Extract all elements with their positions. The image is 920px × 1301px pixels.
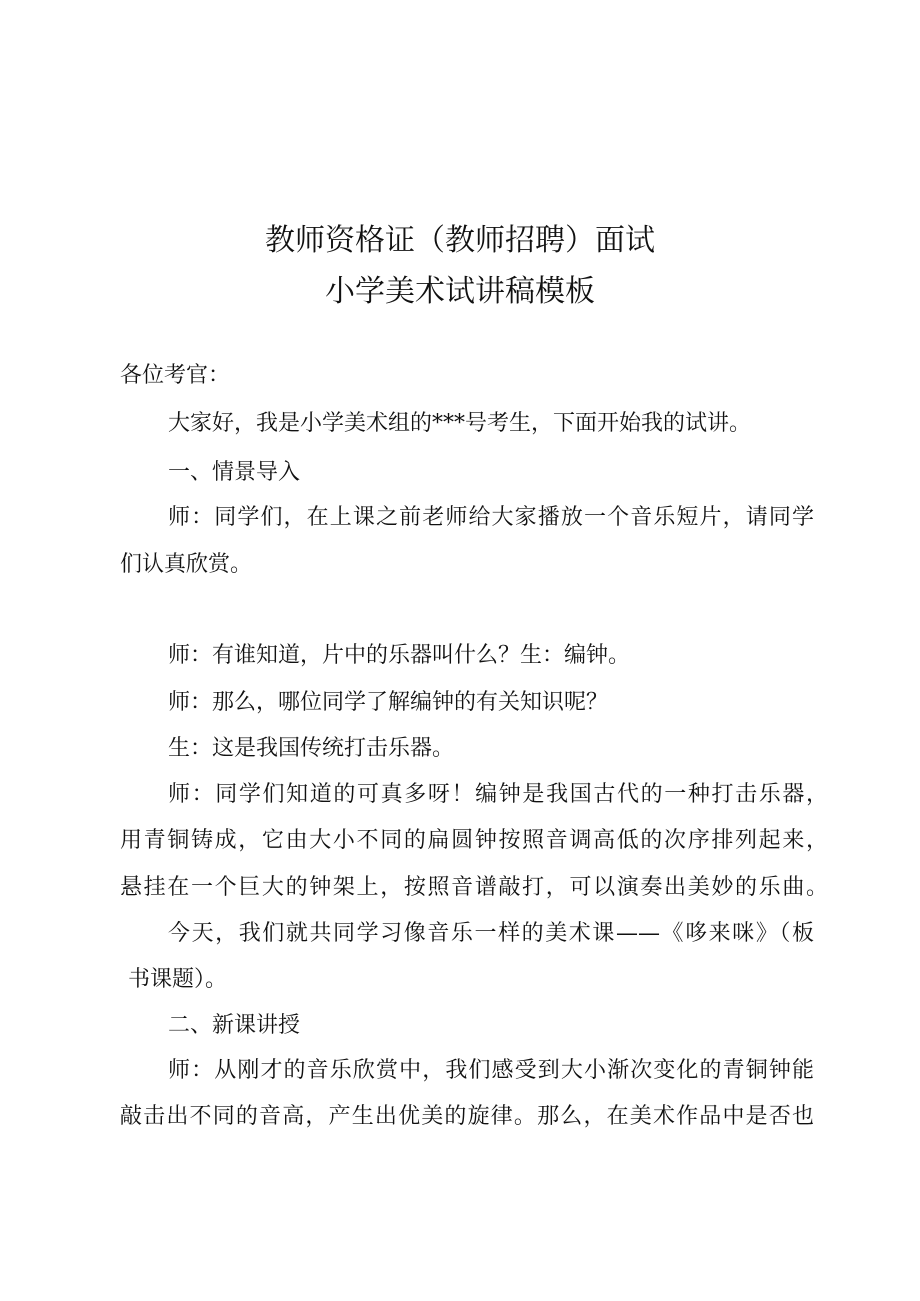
section-heading-new-lesson: 二、新课讲授 [168,1013,301,1038]
paragraph-5-line-3: 悬挂在一个巨大的钟架上，按照音谱敲打，可以演奏出美妙的乐曲。 [120,875,828,900]
salutation: 各位考官： [120,363,231,388]
paragraph-1-line-1: 师：同学们，在上课之前老师给大家播放一个音乐短片，请同学 [168,505,814,530]
document-title-line-2: 小学美术试讲稿模板 [325,274,595,309]
paragraph-5-line-2: 用青铜铸成，它由大小不同的扁圆钟按照音调高低的次序排列起来， [120,828,828,853]
paragraph-4: 生：这是我国传统打击乐器。 [168,736,455,761]
paragraph-6-line-2: 书课题）。 [128,967,228,992]
document-title-line-1: 教师资格证（教师招聘）面试 [265,223,655,258]
paragraph-5-line-1: 师：同学们知道的可真多呀！编钟是我国古代的一种打击乐器， [168,782,828,807]
intro-paragraph: 大家好，我是小学美术组的***号考生，下面开始我的试讲。 [168,411,752,436]
paragraph-6-line-1: 今天，我们就共同学习像音乐一样的美术课——《哆来咪》（板 [168,921,814,946]
section-heading-intro: 一、情景导入 [168,460,301,485]
paragraph-2: 师：有谁知道，片中的乐器叫什么？生：编钟。 [168,643,631,668]
paragraph-3: 师：那么，哪位同学了解编钟的有关知识呢？ [168,690,609,715]
paragraph-7-line-2: 敲击出不同的音高，产生出优美的旋律。那么，在美术作品中是否也 [120,1104,814,1129]
paragraph-1-line-2: 们认真欣赏。 [120,552,253,577]
paragraph-7-line-1: 师：从刚才的音乐欣赏中，我们感受到大小渐次变化的青铜钟能 [168,1058,814,1083]
